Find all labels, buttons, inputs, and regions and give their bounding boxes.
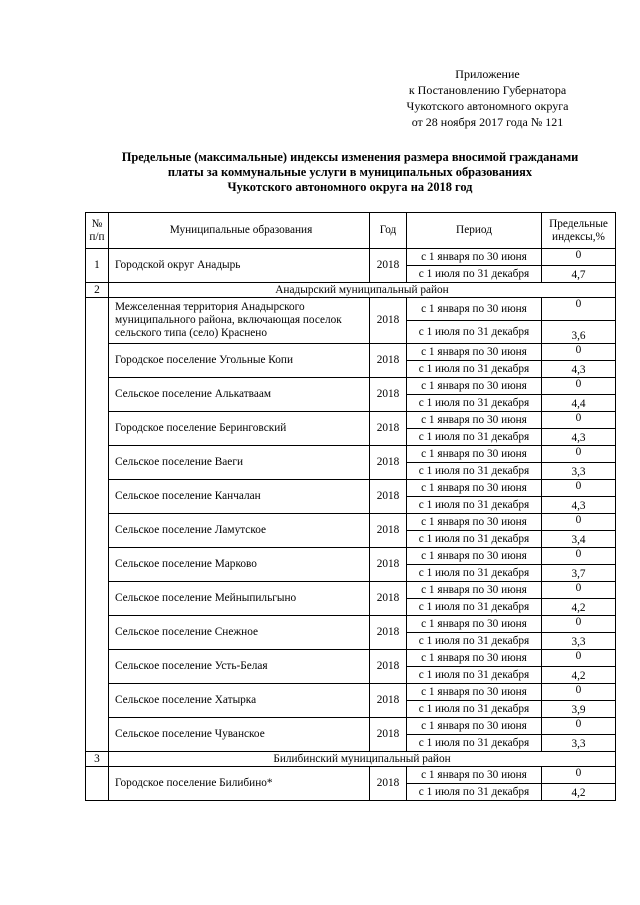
section-num: 2 <box>86 283 109 298</box>
period-2-cell: с 1 июля по 31 декабря <box>407 395 542 412</box>
index-2-cell: 3,3 <box>542 633 616 650</box>
table-row <box>86 616 616 633</box>
municipality-name: Городское поселение Угольные Копи <box>109 344 370 378</box>
municipality-name: Сельское поселение Хатырка <box>109 684 370 718</box>
table-row <box>86 412 616 429</box>
index-2-cell: 4,4 <box>542 395 616 412</box>
section-row <box>86 752 616 767</box>
period-1-cell: с 1 января по 30 июня <box>407 480 542 497</box>
municipality-name: Сельское поселение Алькатваам <box>109 378 370 412</box>
period-1-cell: с 1 января по 30 июня <box>407 650 542 667</box>
index-1-cell: 0 <box>542 480 616 497</box>
year-cell: 2018 <box>370 412 407 446</box>
index-1-cell: 0 <box>542 378 616 395</box>
index-2-cell: 3,3 <box>542 463 616 480</box>
index-2-cell: 4,2 <box>542 667 616 684</box>
index-2-cell: 4,3 <box>542 361 616 378</box>
period-2-cell: с 1 июля по 31 декабря <box>407 531 542 548</box>
table-row <box>86 378 616 395</box>
municipality-name: Сельское поселение Чуванское <box>109 718 370 752</box>
title-line-3: Чукотского автономного округа на 2018 год <box>227 180 473 194</box>
table-row <box>86 446 616 463</box>
year-cell: 2018 <box>370 582 407 616</box>
appendix-line-2: к Постановлению Губернатора <box>408 83 567 97</box>
index-2-cell: 3,6 <box>542 321 616 344</box>
year-cell: 2018 <box>370 344 407 378</box>
period-2-cell: с 1 июля по 31 декабря <box>407 784 542 801</box>
index-2-cell: 4,2 <box>542 599 616 616</box>
index-1-cell: 0 <box>542 718 616 735</box>
period-2-cell: с 1 июля по 31 декабря <box>407 565 542 582</box>
period-1-cell: с 1 января по 30 июня <box>407 548 542 565</box>
index-1-cell: 0 <box>542 514 616 531</box>
period-2-cell: с 1 июля по 31 декабря <box>407 429 542 446</box>
index-2-cell: 3,3 <box>542 735 616 752</box>
group-num-cell <box>86 298 109 752</box>
appendix-line-3: Чукотского автономного округа <box>406 99 569 113</box>
index-1-cell: 0 <box>542 650 616 667</box>
table-row <box>86 582 616 599</box>
index-1-cell: 0 <box>542 684 616 701</box>
period-1-cell: с 1 января по 30 июня <box>407 767 542 784</box>
table-row <box>86 514 616 531</box>
period-2-cell: с 1 июля по 31 декабря <box>407 266 542 283</box>
year-cell: 2018 <box>370 480 407 514</box>
table-row <box>86 718 616 735</box>
period-1-cell: с 1 января по 30 июня <box>407 412 542 429</box>
table-row <box>86 684 616 701</box>
table-row <box>86 480 616 497</box>
title-line-1: Предельные (максимальные) индексы изменения размера вносимой гражданами <box>121 150 579 164</box>
year-cell: 2018 <box>370 378 407 412</box>
appendix-line-4: от 28 ноября 2017 года № 121 <box>411 115 564 129</box>
index-2-cell: 4,3 <box>542 429 616 446</box>
period-2-cell: с 1 июля по 31 декабря <box>407 361 542 378</box>
period-1-cell: с 1 января по 30 июня <box>407 718 542 735</box>
year-cell: 2018 <box>370 767 407 801</box>
municipality-name: Сельское поселение Усть-Белая <box>109 650 370 684</box>
appendix-line-1: Приложение <box>455 67 520 81</box>
header-index: Предельные индексы,% <box>542 213 616 249</box>
municipality-name: Сельское поселение Марково <box>109 548 370 582</box>
index-2-cell: 3,7 <box>542 565 616 582</box>
table-body <box>86 249 616 801</box>
municipality-name: Городское поселение Беринговский <box>109 412 370 446</box>
index-1-cell: 0 <box>542 548 616 565</box>
period-1-cell: с 1 января по 30 июня <box>407 344 542 361</box>
year-cell: 2018 <box>370 548 407 582</box>
index-2-cell: 4,3 <box>542 497 616 514</box>
year-cell: 2018 <box>370 650 407 684</box>
row-num: 1 <box>86 249 109 283</box>
year-cell: 2018 <box>370 514 407 548</box>
table-row <box>86 548 616 565</box>
section-row <box>86 283 616 298</box>
period-2-cell: с 1 июля по 31 декабря <box>407 633 542 650</box>
index-2-cell: 3,9 <box>542 701 616 718</box>
municipality-name: Городское поселение Билибино* <box>109 767 370 801</box>
period-1-cell: с 1 января по 30 июня <box>407 616 542 633</box>
period-1-cell: с 1 января по 30 июня <box>407 446 542 463</box>
period-1-cell: с 1 января по 30 июня <box>407 582 542 599</box>
year-cell: 2018 <box>370 446 407 480</box>
table-row <box>86 298 616 321</box>
period-1-cell: с 1 января по 30 июня <box>407 249 542 266</box>
period-2-cell: с 1 июля по 31 декабря <box>407 701 542 718</box>
index-1-cell: 0 <box>542 446 616 463</box>
document-title <box>90 150 610 195</box>
municipality-name: Сельское поселение Мейныпильгыно <box>109 582 370 616</box>
period-2-cell: с 1 июля по 31 декабря <box>407 599 542 616</box>
header-year: Год <box>370 213 407 249</box>
index-2-cell: 4,2 <box>542 784 616 801</box>
municipality-name: Сельское поселение Снежное <box>109 616 370 650</box>
indices-table <box>85 212 616 801</box>
period-2-cell: с 1 июля по 31 декабря <box>407 321 542 344</box>
period-2-cell: с 1 июля по 31 декабря <box>407 497 542 514</box>
municipality-name: Сельское поселение Ламутское <box>109 514 370 548</box>
municipality-name: Городской округ Анадырь <box>109 249 370 283</box>
appendix-block <box>380 66 595 130</box>
municipality-name: Сельское поселение Ваеги <box>109 446 370 480</box>
index-1-cell: 0 <box>542 412 616 429</box>
period-2-cell: с 1 июля по 31 декабря <box>407 735 542 752</box>
table-header-row <box>86 213 616 249</box>
period-1-cell: с 1 января по 30 июня <box>407 684 542 701</box>
table-row <box>86 249 616 266</box>
index-1-cell: 0 <box>542 344 616 361</box>
year-cell: 2018 <box>370 616 407 650</box>
year-cell: 2018 <box>370 718 407 752</box>
title-line-2: платы за коммунальные услуги в муниципальных образованиях <box>167 165 533 179</box>
year-cell: 2018 <box>370 298 407 344</box>
period-2-cell: с 1 июля по 31 декабря <box>407 463 542 480</box>
period-1-cell: с 1 января по 30 июня <box>407 378 542 395</box>
header-name: Муниципальные образования <box>109 213 370 249</box>
index-1-cell: 0 <box>542 582 616 599</box>
index-1-cell: 0 <box>542 298 616 321</box>
index-1-cell: 0 <box>542 249 616 266</box>
section-num: 3 <box>86 752 109 767</box>
municipality-name: Межселенная территория Анадырского муниципального района, включающая поселок сельского типа (село) Краснено <box>109 298 370 344</box>
year-cell: 2018 <box>370 249 407 283</box>
table-row <box>86 767 616 784</box>
header-period: Период <box>407 213 542 249</box>
group-num-cell <box>86 767 109 801</box>
table-row <box>86 650 616 667</box>
index-2-cell: 3,4 <box>542 531 616 548</box>
table-row <box>86 344 616 361</box>
header-num: № п/п <box>86 213 109 249</box>
section-name: Билибинский муниципальный район <box>109 752 616 767</box>
year-cell: 2018 <box>370 684 407 718</box>
index-1-cell: 0 <box>542 616 616 633</box>
period-1-cell: с 1 января по 30 июня <box>407 298 542 321</box>
municipality-name: Сельское поселение Канчалан <box>109 480 370 514</box>
index-1-cell: 0 <box>542 767 616 784</box>
section-name: Анадырский муниципальный район <box>109 283 616 298</box>
index-2-cell: 4,7 <box>542 266 616 283</box>
period-2-cell: с 1 июля по 31 декабря <box>407 667 542 684</box>
period-1-cell: с 1 января по 30 июня <box>407 514 542 531</box>
